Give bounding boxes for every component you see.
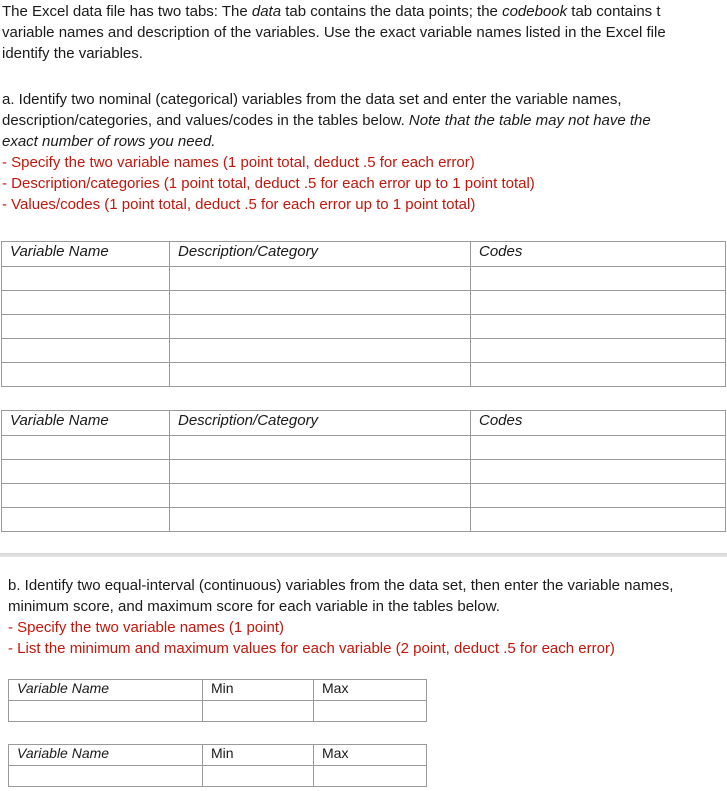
table-cell[interactable] bbox=[170, 339, 471, 363]
table-cell[interactable] bbox=[170, 484, 471, 508]
part-a-instructions bbox=[2, 89, 727, 215]
header-variable-name: Variable Name bbox=[2, 242, 170, 267]
table-cell[interactable] bbox=[2, 460, 170, 484]
table-cell[interactable] bbox=[9, 701, 203, 722]
header-max: Max bbox=[314, 745, 427, 766]
table-cell[interactable] bbox=[170, 315, 471, 339]
part-b-line-2: minimum score, and maximum score for each variable in the tables below. bbox=[8, 598, 500, 615]
table-cell[interactable] bbox=[2, 508, 170, 532]
table-header-row bbox=[9, 680, 427, 701]
table-cell[interactable] bbox=[203, 766, 314, 787]
intro-line-3: identify the variables. bbox=[2, 45, 143, 62]
table-row bbox=[2, 436, 726, 460]
table-cell[interactable] bbox=[170, 267, 471, 291]
table-cell[interactable] bbox=[2, 339, 170, 363]
table-cell[interactable] bbox=[2, 315, 170, 339]
part-b-instructions bbox=[8, 575, 673, 659]
table-cell[interactable] bbox=[2, 436, 170, 460]
table-row bbox=[2, 484, 726, 508]
table-cell[interactable] bbox=[471, 339, 726, 363]
table-cell[interactable] bbox=[471, 436, 726, 460]
intro-line-1: The Excel data file has two tabs: The data tab contains the data points; the codebook tab contains t bbox=[2, 3, 661, 20]
table-header-row bbox=[2, 411, 726, 436]
header-codes: Codes bbox=[471, 242, 726, 267]
table-cell[interactable] bbox=[2, 484, 170, 508]
table-cell[interactable] bbox=[314, 766, 427, 787]
table-cell[interactable] bbox=[471, 484, 726, 508]
table-cell[interactable] bbox=[2, 267, 170, 291]
table-row bbox=[2, 363, 726, 387]
part-b-criterion: - Specify the two variable names (1 point) bbox=[8, 619, 284, 636]
header-max: Max bbox=[314, 680, 427, 701]
header-codes: Codes bbox=[471, 411, 726, 436]
part-a-criterion: - Description/categories (1 point total, deduct .5 for each error up to 1 point total) bbox=[2, 175, 535, 192]
table-cell[interactable] bbox=[9, 766, 203, 787]
table-row bbox=[2, 460, 726, 484]
intro-paragraph bbox=[2, 1, 727, 64]
table-cell[interactable] bbox=[2, 291, 170, 315]
table-row bbox=[2, 291, 726, 315]
intro-line-2: variable names and description of the variables. Use the exact variable names listed in the Excel file bbox=[2, 24, 666, 41]
table-cell[interactable] bbox=[471, 508, 726, 532]
table-header-row bbox=[2, 242, 726, 267]
table-cell[interactable] bbox=[2, 363, 170, 387]
table-cell[interactable] bbox=[314, 701, 427, 722]
header-min: Min bbox=[203, 745, 314, 766]
header-min: Min bbox=[203, 680, 314, 701]
part-a-criterion: - Specify the two variable names (1 point total, deduct .5 for each error) bbox=[2, 154, 475, 171]
continuous-variable-table-1 bbox=[8, 679, 427, 722]
header-variable-name: Variable Name bbox=[9, 680, 203, 701]
header-variable-name: Variable Name bbox=[2, 411, 170, 436]
table-row bbox=[2, 339, 726, 363]
part-a-criterion: - Values/codes (1 point total, deduct .5 for each error up to 1 point total) bbox=[2, 196, 476, 213]
part-b-criterion: - List the minimum and maximum values for each variable (2 point, deduct .5 for each error) bbox=[8, 640, 615, 657]
table-cell[interactable] bbox=[170, 436, 471, 460]
table-cell[interactable] bbox=[170, 508, 471, 532]
table-cell[interactable] bbox=[471, 315, 726, 339]
table-cell[interactable] bbox=[471, 291, 726, 315]
table-header-row bbox=[9, 745, 427, 766]
table-cell[interactable] bbox=[170, 291, 471, 315]
part-a-line-2: description/categories, and values/codes in the tables below. Note that the table may not have the bbox=[2, 112, 651, 129]
table-row bbox=[9, 701, 427, 722]
table-cell[interactable] bbox=[170, 460, 471, 484]
table-cell[interactable] bbox=[471, 267, 726, 291]
part-b-line-1: b. Identify two equal-interval (continuous) variables from the data set, then enter the variable names, bbox=[8, 577, 674, 594]
table-row bbox=[2, 508, 726, 532]
nominal-variable-table-2 bbox=[1, 410, 726, 532]
table-cell[interactable] bbox=[170, 363, 471, 387]
continuous-variable-table-2 bbox=[8, 744, 427, 787]
table-cell[interactable] bbox=[203, 701, 314, 722]
part-a-line-3: exact number of rows you need. bbox=[2, 133, 216, 150]
table-cell[interactable] bbox=[471, 460, 726, 484]
header-description-category: Description/Category bbox=[170, 242, 471, 267]
part-a-line-1: a. Identify two nominal (categorical) variables from the data set and enter the variable names, bbox=[2, 91, 622, 108]
header-variable-name: Variable Name bbox=[9, 745, 203, 766]
nominal-variable-table-1 bbox=[1, 241, 726, 387]
table-row bbox=[2, 315, 726, 339]
table-row bbox=[2, 267, 726, 291]
header-description-category: Description/Category bbox=[170, 411, 471, 436]
table-cell[interactable] bbox=[471, 363, 726, 387]
table-row bbox=[9, 766, 427, 787]
